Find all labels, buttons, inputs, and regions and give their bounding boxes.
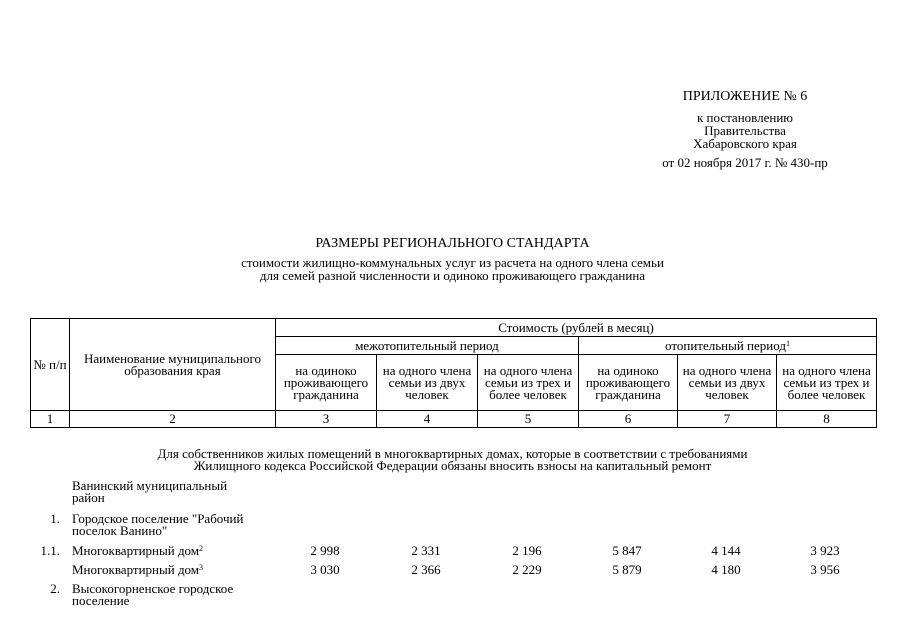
row-value-2: 2 366 [411,562,441,577]
section-note-line-1: Для собственников жилых помещений в многоквартирных домах, которые в соответствии с требованиями [157,446,748,461]
header-period-heating-note: 1 [785,338,790,348]
header-num-1: 1 [31,411,70,428]
row-name-line-1: Высокогорненское городское [72,581,234,596]
row-value-5: 4 180 [711,562,741,577]
header-sub-1: на одиноко проживающего гражданина [276,355,377,411]
appendix-line-2: Правительства [704,123,786,138]
row-value-1: 3 030 [310,562,340,577]
section-note-line-2: Жилищного кодекса Российской Федерации обязаны вносить взносы на капитальный ремонт [193,458,712,473]
header-sub-6: на одного члена семьи из трех и более человек [777,355,877,411]
row-num: 1. [50,511,60,526]
header-num-7: 7 [678,411,777,428]
appendix-block [640,90,850,169]
row-name [72,513,282,537]
row-num: 2. [50,581,60,596]
appendix-line-3: Хабаровского края [693,136,797,151]
header-sub-4: на одиноко проживающего гражданина [579,355,678,411]
header-sub-2: на одного члена семьи из двух человек [377,355,478,411]
row-value-1: 2 998 [310,543,340,558]
document-subtitle-line-1: стоимости жилищно-коммунальных услуг из расчета на одного члена семьи [241,255,664,270]
document-title: РАЗМЕРЫ РЕГИОНАЛЬНОГО СТАНДАРТА [315,236,590,251]
row-value-2: 2 331 [411,543,441,558]
header-sub-5: на одного члена семьи из двух человек [678,355,777,411]
row-value-3: 2 229 [512,562,542,577]
tariff-table-header [30,318,877,428]
header-period-offheating: межотопительный период [276,337,579,355]
appendix-date: от 02 ноября 2017 г. № 430-пр [662,155,828,170]
header-period-heating-label: отопительный период [665,337,786,353]
header-sub-3: на одного члена семьи из трех и более человек [478,355,579,411]
row-value-5: 4 144 [711,543,741,558]
row-num: 1.1. [40,543,60,558]
row-value-6: 3 956 [810,562,840,577]
appendix-title: ПРИЛОЖЕНИЕ № 6 [682,89,808,104]
appendix-line-1: к постановлению [696,110,794,125]
row-name-text: Многоквартирный дом [72,543,200,558]
row-name-line-2: поселение [72,593,130,608]
row-name-line-1: Городское поселение "Рабочий [72,511,244,526]
header-period-heating [579,337,877,355]
row-name-line-1: Ванинский муниципальный [72,478,228,493]
row-name [72,545,282,557]
document-subtitle [0,256,905,282]
row-value-4: 5 879 [612,562,642,577]
header-num-2: 2 [70,411,276,428]
row-name-text: Многоквартирный дом [72,562,200,577]
document-subtitle-line-2: для семей разной численности и одиноко проживающего гражданина [259,268,646,283]
row-name-line-2: район [72,490,105,505]
header-col-num: № п/п [31,319,70,411]
header-cost: Стоимость (рублей в месяц) [276,319,877,337]
row-value-4: 5 847 [612,543,642,558]
row-name-line-2: поселок Ванино" [72,523,168,538]
header-num-5: 5 [478,411,579,428]
row-name-note: 2 [199,544,204,553]
header-num-3: 3 [276,411,377,428]
section-note [0,448,905,472]
header-num-8: 8 [777,411,877,428]
row-name [72,480,282,504]
row-value-6: 3 923 [810,543,840,558]
row-value-3: 2 196 [512,543,542,558]
header-num-4: 4 [377,411,478,428]
row-name-note: 3 [199,563,204,572]
header-col-name: Наименование муниципального образования края [70,319,276,411]
header-num-6: 6 [579,411,678,428]
row-name [72,564,282,576]
row-name [72,583,282,607]
